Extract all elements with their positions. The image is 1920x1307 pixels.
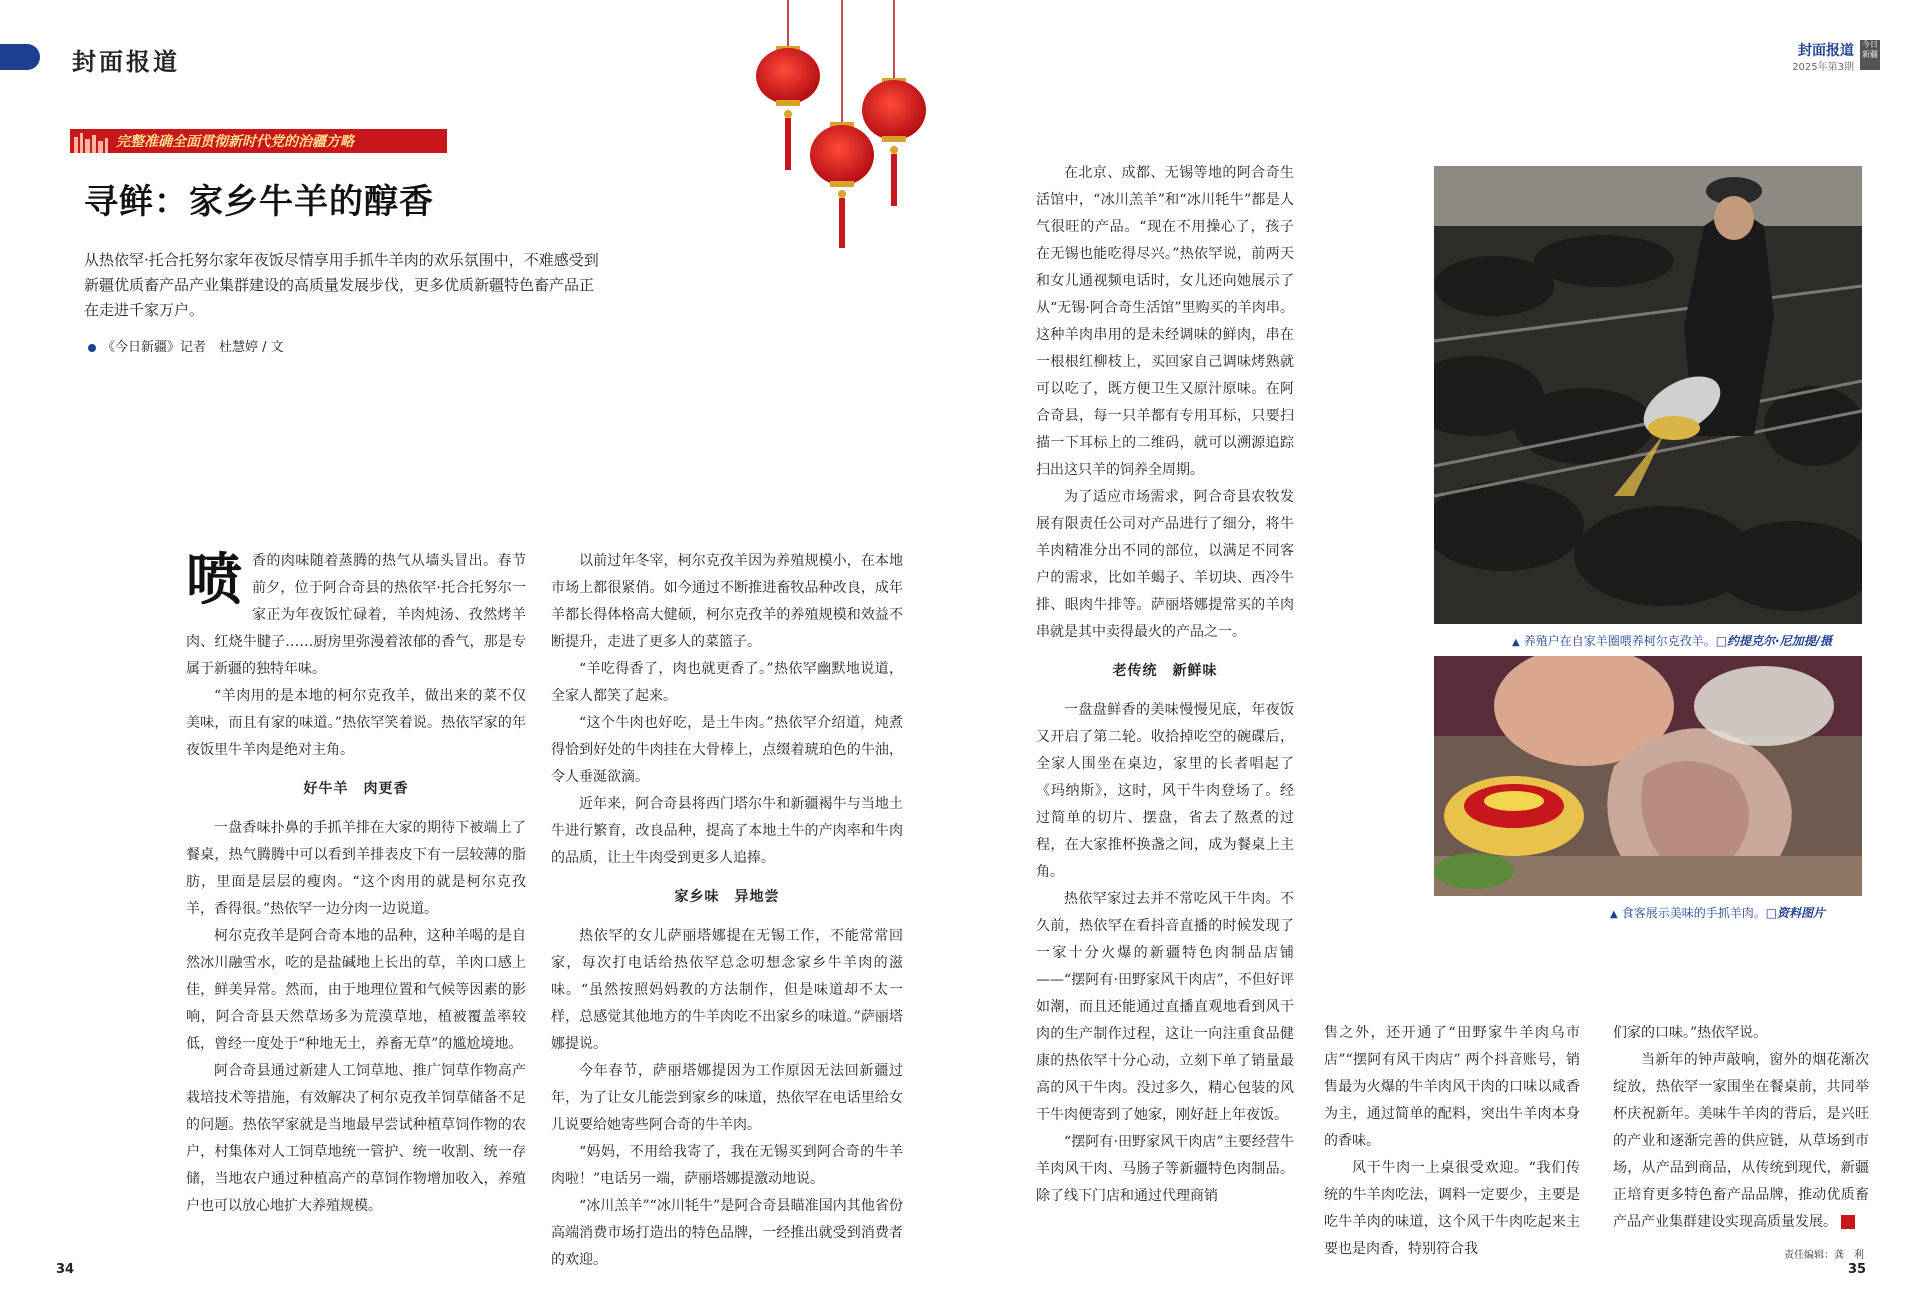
paragraph: 柯尔克孜羊是阿合奇本地的品种，这种羊喝的是自然冰川融雪水，吃的是盐碱地上长出的草，羊肉口感上佳，鲜美异常。然而，由于地理位置和气候等因素的影响，阿合奇县天然草场多为荒漠草地，植被覆盖率较低，曾经一度处于“种地无土，养畜无草”的尴尬境地。 (186, 928, 526, 1052)
responsible-editor: 责任编辑：龚 利 (1784, 1250, 1864, 1261)
caption-credit: □约提克尔·尼加提/摄 (1715, 634, 1832, 648)
subheading: 家乡味 异地尝 (674, 889, 780, 905)
page-number-left: 34 (56, 1262, 75, 1277)
photo-hand-pulled-mutton (1434, 656, 1862, 896)
paragraph: “妈妈，不用给我寄了，我在无锡买到阿合奇的牛羊肉啦！”电话另一端，萨丽塔娜提激动地说。 (551, 1144, 903, 1187)
byline-bullet (88, 344, 96, 352)
paragraph: “冰川羔羊”“冰川牦牛”是阿合奇县瞄准国内其他省份高端消费市场打造出的特色品牌，一经推出就受到消费者的欢迎。 (551, 1198, 903, 1268)
text-column-1 (186, 548, 526, 1220)
paragraph (1613, 1047, 1872, 1236)
magazine-logo: 今日新疆 (1860, 40, 1880, 70)
page-number-right: 35 (1848, 1262, 1867, 1277)
caption-text: 食客展示美味的手抓羊肉。 (1621, 906, 1766, 920)
article-headline: 寻鲜：家乡牛羊的醇香 (84, 182, 434, 222)
lanterns-decoration (748, 0, 938, 250)
text-column-3 (1036, 160, 1294, 1210)
paragraph: 为了适应市场需求，阿合奇县农牧发展有限责任公司对产品进行了细分，将牛羊肉精准分出不同的部位，以满足不同客户的需求，比如羊蝎子、羊切块、西冷牛排、眼肉牛排等。萨丽塔娜提常买的羊肉串就是其中卖得最火的产品之一。 (1036, 489, 1294, 640)
caption-arrow-icon: ▲ (1610, 909, 1618, 920)
paragraph-text: 当新年的钟声敲响，窗外的烟花渐次绽放，热依罕一家围坐在餐桌前，共同举杯庆祝新年。美味牛羊肉的背后，是兴旺的产业和逐渐完善的供应链，从草场到市场，从产品到商品，从传统到现代，新疆正培育更多特色畜产品品牌，推动优质畜产品产业集群建设实现高质量发展。 (1613, 1052, 1869, 1230)
subheading: 老传统 新鲜味 (1112, 663, 1218, 679)
paragraph: 热依罕家过去并不常吃风干牛肉。不久前，热依罕在看抖音直播的时候发现了一家十分火爆的新疆特色肉制品店铺——“摆阿有·田野家风干肉店”，不但好评如潮，而且还能通过直播直观地看到风干肉的生产制作过程，这让一向注重食品健康的热依罕十分心动，立刻下单了销量最高的风干牛肉。没过多久，精心包装的风干牛肉便寄到了她家，刚好赶上年夜饭。 (1036, 891, 1294, 1123)
banner-text: 完整准确全面贯彻新时代党的治疆方略 (116, 134, 354, 150)
end-mark-icon: J (1841, 1215, 1855, 1229)
caption-credit: □资料图片 (1765, 906, 1826, 920)
paragraph: 们家的口味。”热依罕说。 (1613, 1025, 1768, 1041)
paragraph: 在北京、成都、无锡等地的阿合奇生活馆中，“冰川羔羊”和“冰川牦牛”都是人气很旺的产品。“现在不用操心了，孩子在无锡也能吃得尽兴。”热依罕说，前两天和女儿通视频电话时，女儿还向她展示了从“无锡·阿合奇生活馆”里购买的羊肉串。这种羊肉串用的是未经调味的鲜肉，串在一根根红柳枝上，买回家自己调味烤熟就可以吃了，既方便卫生又原汁原味。在阿合奇县，每一只羊都有专用耳标，只要扫描一下耳标上的二维码，就可以溯源追踪扫出这只羊的饲养全周期。 (1036, 165, 1294, 478)
paragraph: 售之外，还开通了“田野家牛羊肉乌市店”“摆阿有风干肉店” 两个抖音账号，销售最为火爆的牛羊肉风干肉的口味以咸香为主，通过简单的配料，突出牛羊肉本身的香味。 (1324, 1025, 1580, 1149)
paragraph: 以前过年冬宰，柯尔克孜羊因为养殖规模小，在本地市场上都很紧俏。如今通过不断推进畜牧品种改良，成年羊都长得体格高大健硕，柯尔克孜羊的养殖规模和效益不断提升，走进了更多人的菜篮子。 (551, 553, 903, 650)
issue-number: 2025年第3期 (1792, 62, 1854, 73)
paragraph: 一盘香味扑鼻的手抓羊排在大家的期待下被端上了餐桌，热气腾腾中可以看到羊排表皮下有一层较薄的脂肪，里面是层层的瘦肉。“这个肉用的就是柯尔克孜羊，香得很。”热依罕一边分肉一边说道。 (186, 820, 526, 917)
paragraph: 香的肉味随着蒸腾的热气从墙头冒出。春节前夕，位于阿合奇县的热依罕·托合托努尔一家正为年夜饭忙碌着，羊肉炖汤、孜然烤羊肉、红烧牛腱子……厨房里弥漫着浓郁的香气，那是专属于新疆的独特年味。 (186, 553, 526, 677)
byline-text: 《今日新疆》记者 杜慧婷 / 文 (102, 340, 284, 355)
drop-cap: 喷 (186, 547, 242, 613)
caption-photo-1 (1512, 632, 1832, 649)
slogan-banner (70, 129, 447, 153)
paragraph: “这个牛肉也好吃，是土牛肉。”热依罕介绍道，炖煮得恰到好处的牛肉挂在大骨棒上，点缀着琥珀色的牛油，令人垂涎欲滴。 (551, 715, 903, 785)
paragraph: 热依罕的女儿萨丽塔娜提在无锡工作，不能常常回家，每次打电话给热依罕总念叨想念家乡牛羊肉的滋味。“虽然按照妈妈教的方法制作，但是味道却不太一样，总感觉其他地方的牛羊肉吃不出家乡的味道。”萨丽塔娜提说。 (551, 928, 903, 1052)
text-column-4 (1324, 1020, 1580, 1263)
caption-arrow-icon: ▲ (1512, 637, 1520, 648)
paragraph: “羊肉用的是本地的柯尔克孜羊，做出来的菜不仅美味，而且有家的味道。”热依罕笑着说。热依罕家的年夜饭里牛羊肉是绝对主角。 (186, 688, 526, 758)
paragraph: “羊吃得香了，肉也就更香了。”热依罕幽默地说道，全家人都笑了起来。 (551, 661, 903, 704)
paragraph: 今年春节，萨丽塔娜提因为工作原因无法回新疆过年，为了让女儿能尝到家乡的味道，热依罕在电话里给女儿说要给她寄些阿合奇的牛羊肉。 (551, 1063, 903, 1133)
article-lede: 从热依罕·托合托努尔家年夜饭尽情享用手抓牛羊肉的欢乐氛围中，不难感受到新疆优质畜产品产业集群建设的高质量发展步伐，更多优质新疆特色畜产品正在走进千家万户。 (84, 251, 599, 319)
text-column-5 (1613, 1020, 1872, 1236)
caption-text: 养殖户在自家羊圈喂养柯尔克孜羊。 (1523, 634, 1716, 648)
caption-photo-2 (1610, 904, 1825, 921)
lantern-right (862, 0, 926, 206)
paragraph: 一盘盘鲜香的美味慢慢见底，年夜饭又开启了第二轮。收拾掉吃空的碗碟后，全家人围坐在桌边，家里的长者唱起了《玛纳斯》，这时，风干牛肉登场了。经过简单的切片、摆盘，省去了熬煮的过程，在大家推杯换盏之间，成为餐桌上主角。 (1036, 702, 1294, 880)
paragraph: 阿合奇县通过新建人工饲草地、推广饲草作物高产栽培技术等措施，有效解决了柯尔克孜羊饲草储备不足的问题。热依罕家就是当地最早尝试种植草饲作物的农户，村集体对人工饲草地统一管护、统一收割、统一存储，当地农户通过种植高产的草饲作物增加收入，养殖户也可以放心地扩大养殖规模。 (186, 1063, 526, 1214)
photo-farmer-feeding-sheep (1434, 166, 1862, 624)
text-column-2 (551, 548, 903, 1274)
lantern-left (756, 0, 820, 170)
byline (88, 336, 284, 355)
paragraph: 近年来，阿合奇县将西门塔尔牛和新疆褐牛与当地土牛进行繁育，改良品种，提高了本地土牛的产肉率和牛肉的品质，让土牛肉受到更多人追捧。 (551, 796, 903, 866)
subheading: 好牛羊 肉更香 (303, 781, 409, 797)
paragraph: “摆阿有·田野家风干肉店”主要经营牛羊肉风干肉、马肠子等新疆特色肉制品。除了线下门店和通过代理商销 (1036, 1134, 1294, 1204)
lantern-center (810, 0, 874, 248)
section-title: 封面报道 (72, 47, 180, 76)
running-head-title: 封面报道 (1798, 43, 1854, 59)
paragraph: 风干牛肉一上桌很受欢迎。“我们传统的牛羊肉吃法，调料一定要少，主要是吃牛羊肉的味道，这个风干牛肉吃起来主要也是肉香，特别符合我 (1324, 1160, 1580, 1257)
section-tab (0, 44, 40, 70)
